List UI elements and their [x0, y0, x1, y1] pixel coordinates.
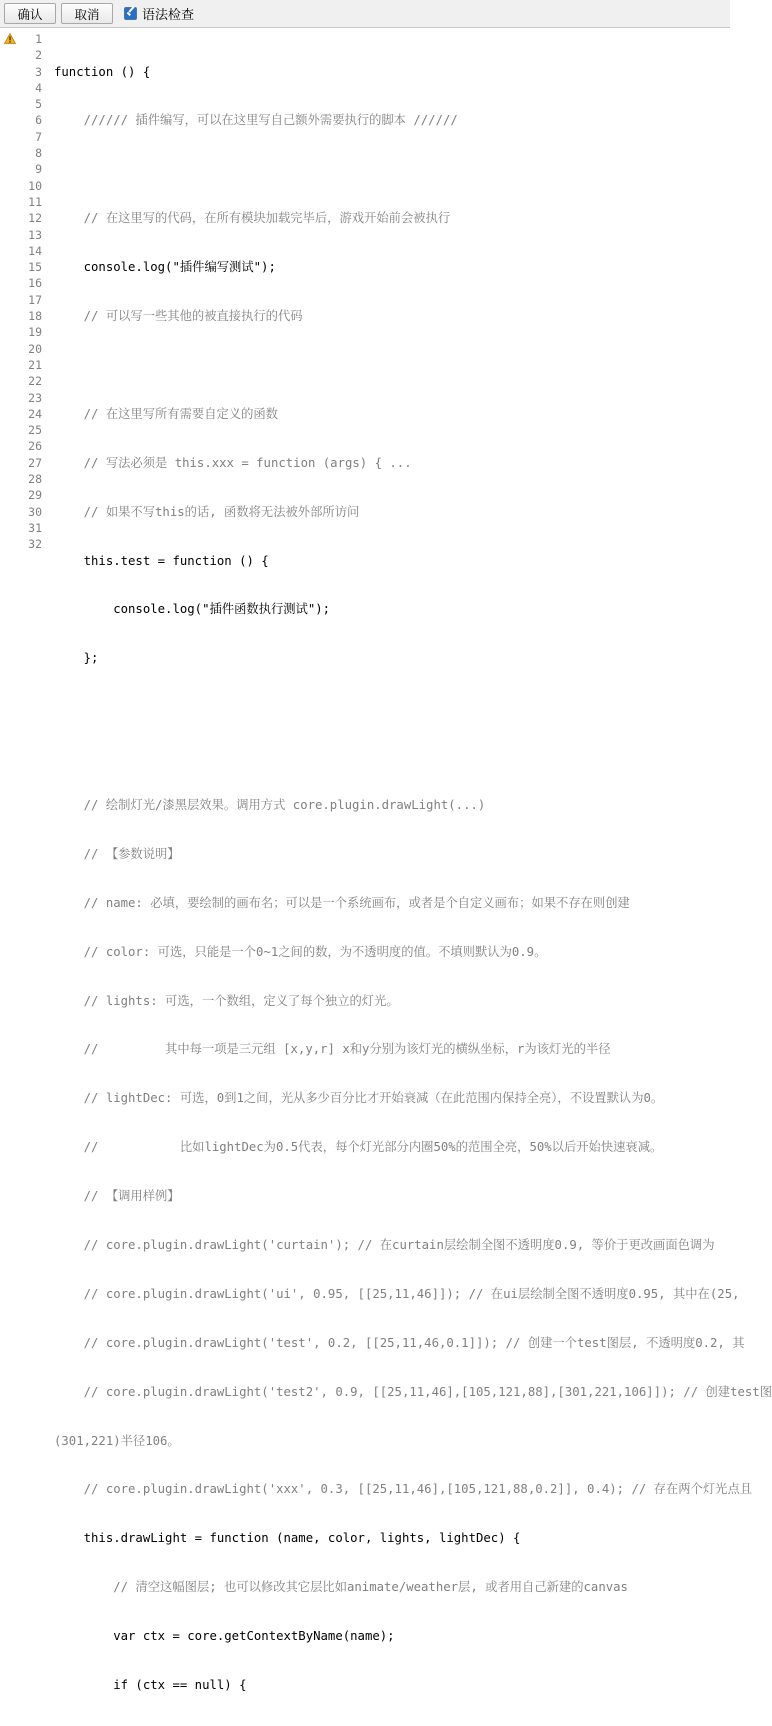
line-number: 2 — [35, 48, 42, 63]
syntax-check-label: 语法检查 — [142, 7, 195, 22]
line-number: 10 — [28, 178, 42, 193]
line-number: 4 — [35, 80, 42, 95]
code-line: // 比如lightDec为0.5代表，每个灯光部分内圈50%的范围全亮，50%以后开始快速衰减。 — [54, 1140, 663, 1155]
code-line — [54, 161, 772, 177]
line-number: 13 — [28, 227, 42, 242]
line-number: 20 — [28, 341, 42, 356]
line-number: 12 — [28, 211, 42, 226]
code-line — [54, 699, 772, 715]
line-number: 19 — [28, 325, 42, 340]
marker-gutter[interactable] — [0, 28, 20, 1726]
code-line: // core.plugin.drawLight('curtain'); // 在curtain层绘制全图不透明度0.9, 等价于更改画面色调为 — [54, 1237, 715, 1252]
line-number: 16 — [28, 276, 42, 291]
warning-triangle-icon — [4, 33, 16, 44]
line-number: 28 — [28, 472, 42, 487]
cancel-button[interactable]: 取消 — [61, 3, 113, 24]
checkbox-checked-icon[interactable] — [124, 7, 137, 20]
code-editor-area[interactable] — [0, 28, 772, 1726]
code-line: // 【参数说明】 — [54, 846, 180, 861]
line-number-gutter — [20, 28, 48, 1726]
code-line: // core.plugin.drawLight('xxx', 0.3, [[25,11,46],[105,121,88,0.2]], 0.4); // 存在两个灯光点且 — [54, 1482, 753, 1497]
line-number: 18 — [28, 309, 42, 324]
code-line: if (ctx == null) { — [54, 1677, 247, 1692]
code-line: console.log("插件编写测试"); — [54, 260, 276, 275]
line-number: 32 — [28, 537, 42, 552]
code-line-wrapped: (301,221)半径106。 — [54, 1433, 180, 1448]
line-number: 15 — [28, 260, 42, 275]
code-line: this.drawLight = function (name, color, lights, lightDec) { — [54, 1531, 521, 1546]
code-line: // 如果不写this的话, 函数将无法被外部所访问 — [54, 504, 360, 519]
line-number: 23 — [28, 390, 42, 405]
code-line: function () { — [54, 64, 151, 79]
line-number: 29 — [28, 488, 42, 503]
code-line: this.test = function () { — [54, 553, 269, 568]
line-number: 3 — [35, 64, 42, 79]
code-line — [54, 748, 772, 764]
syntax-check-toggle[interactable] — [124, 4, 194, 23]
line-number: 26 — [28, 439, 42, 454]
code-line: // color: 可选，只能是一个0~1之间的数，为不透明度的值。不填则默认为0.9。 — [54, 944, 547, 959]
line-number: 9 — [35, 162, 42, 177]
line-number: 30 — [28, 504, 42, 519]
code-line: // 写法必须是 this.xxx = function (args) { ... — [54, 455, 412, 470]
line-number: 8 — [35, 146, 42, 161]
code-line: // 绘制灯光/漆黑层效果。调用方式 core.plugin.drawLight(...) — [54, 797, 486, 812]
line-number: 21 — [28, 357, 42, 372]
code-line: // 其中每一项是三元组 [x,y,r] x和y分别为该灯光的横纵坐标，r为该灯光的半径 — [54, 1042, 611, 1057]
code-line: // 可以写一些其他的被直接执行的代码 — [54, 309, 303, 324]
line-number: 22 — [28, 374, 42, 389]
line-number: 27 — [28, 455, 42, 470]
code-line — [54, 357, 772, 373]
line-number: 14 — [28, 243, 42, 258]
code-line: // 在这里写的代码，在所有模块加载完毕后，游戏开始前会被执行 — [54, 211, 451, 226]
line-number: 24 — [28, 406, 42, 421]
code-line: // name: 必填，要绘制的画布名；可以是一个系统画布，或者是个自定义画布；如果不存在则创建 — [54, 895, 630, 910]
code-line: // core.plugin.drawLight('ui', 0.95, [[25,11,46]]); // 在ui层绘制全图不透明度0.95, 其中在(25, — [54, 1286, 740, 1301]
code-line: }; — [54, 651, 99, 666]
code-line: // 【调用样例】 — [54, 1189, 180, 1204]
code-line: console.log("插件函数执行测试"); — [54, 602, 331, 617]
code-line: // lightDec: 可选，0到1之间，光从多少百分比才开始衰减（在此范围内保持全亮），不设置默认为0。 — [54, 1091, 664, 1106]
code-line: var ctx = core.getContextByName(name); — [54, 1629, 395, 1644]
line-number: 17 — [28, 292, 42, 307]
code-line: // 在这里写所有需要自定义的函数 — [54, 406, 278, 421]
line-number: 1 — [35, 32, 42, 46]
confirm-button[interactable]: 确认 — [4, 3, 56, 24]
code-line: // lights: 可选，一个数组，定义了每个独立的灯光。 — [54, 993, 399, 1008]
line-number: 11 — [28, 194, 42, 209]
line-number: 7 — [35, 129, 42, 144]
code-line: // 清空这幅图层; 也可以修改其它层比如animate/weather层, 或者用自己新建的canvas — [54, 1580, 628, 1595]
code-line: // core.plugin.drawLight('test2', 0.9, [[25,11,46],[105,121,88],[301,221,106]]); // 创建test图 — [54, 1384, 772, 1399]
code-content[interactable] — [48, 28, 772, 1726]
editor-toolbar — [0, 0, 730, 28]
line-number: 5 — [35, 97, 42, 112]
line-number: 31 — [28, 520, 42, 535]
line-number: 6 — [35, 113, 42, 128]
line-number: 25 — [28, 423, 42, 438]
code-line: // core.plugin.drawLight('test', 0.2, [[25,11,46,0.1]]); // 创建一个test图层, 不透明度0.2, 其 — [54, 1335, 745, 1350]
code-line: ////// 插件编写，可以在这里写自己额外需要执行的脚本 ////// — [54, 113, 458, 128]
